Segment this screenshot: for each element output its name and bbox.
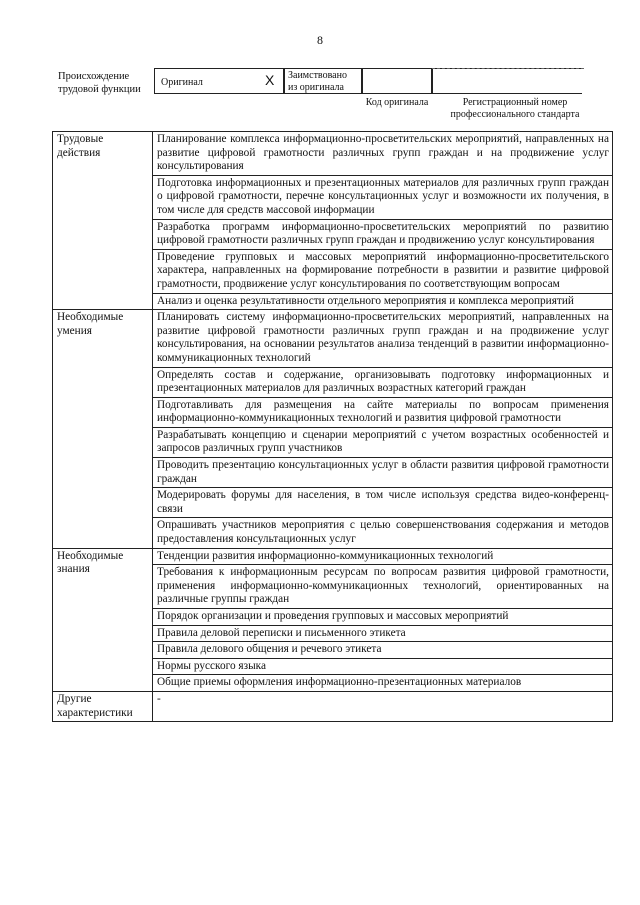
reg-number-top-line <box>432 68 584 69</box>
function-table <box>52 131 613 722</box>
row-item: Модерировать форумы для населения, в том числе используя средства видео-конференц-связи <box>153 488 613 518</box>
table-row <box>53 132 613 176</box>
row-item: Подготавливать для размещения на сайте материалы по вопросам применения информационно-коммуникационных технологий и развития цифровой грамотности <box>153 397 613 427</box>
reg-number-caption: Регистрационный номер профессионального стандарта <box>450 97 580 120</box>
row-item: Проведение групповых и массовых мероприятий информационно-просветительского характера, направленных на формирование потребности в развитии и развитие цифровой грамотности, продвижение услуг консультирования по соответствующим вопросам <box>153 249 613 293</box>
row-item: Правила деловой переписки и письменного этикета <box>153 625 613 642</box>
original-label: Оригинал <box>161 77 203 88</box>
row-item: Подготовка информационных и презентационных материалов для различных групп граждан о цифровой грамотности, перечне консультационных услуг и возможности их получения, в том числе для средств массовой информации <box>153 175 613 219</box>
original-cell <box>154 68 284 94</box>
row-item: - <box>153 691 613 721</box>
row-item: Планировать систему информационно-просветительских мероприятий, направленных на развитие цифровой грамотности различных групп граждан и на продвижение услуг консультирования, на основании результатов анализа тенденций в развитии информационно-коммуникационных технологий <box>153 310 613 367</box>
page-number: 8 <box>317 33 323 47</box>
row-item: Анализ и оценка результативности отдельного мероприятия и комплекса мероприятий <box>153 293 613 310</box>
borrowed-label: Заимствовано из оригинала <box>288 70 347 93</box>
row-item: Разрабатывать концепцию и сценарии мероприятий с учетом возрастных особенностей и запросов различных групп участников <box>153 427 613 457</box>
table-row <box>53 310 613 367</box>
row-label: Другие характеристики <box>53 691 153 721</box>
row-item: Требования к информационным ресурсам по вопросам развития цифровой грамотности, применения информационно-коммуникационных технологий, ориентированных на различные группы граждан <box>153 565 613 609</box>
row-item: Определять состав и содержание, организовывать подготовку информационных и презентационных материалов для различных возрастных категорий граждан <box>153 367 613 397</box>
code-caption: Код оригинала <box>365 97 429 108</box>
row-item: Разработка программ информационно-просветительских мероприятий по развитию цифровой грамотности различных групп граждан и продвижению услуг консультирования <box>153 219 613 249</box>
row-item: Нормы русского языка <box>153 658 613 675</box>
row-label: Трудовые действия <box>53 132 153 310</box>
row-item: Опрашивать участников мероприятия с целью совершенствования содержания и методов предоставления консультационных услуг <box>153 518 613 548</box>
original-mark: X <box>265 72 275 88</box>
table-row <box>53 691 613 721</box>
table-row <box>53 548 613 565</box>
borrowed-cell <box>284 68 362 94</box>
code-cell <box>362 68 432 94</box>
reg-number-cell <box>432 68 582 94</box>
row-item: Правила делового общения и речевого этикета <box>153 642 613 659</box>
origin-label: Происхождение трудовой функции <box>58 71 141 95</box>
row-label: Необходимые знания <box>53 548 153 691</box>
row-item: Тенденции развития информационно-коммуникационных технологий <box>153 548 613 565</box>
row-item: Общие приемы оформления информационно-презентационных материалов <box>153 675 613 692</box>
row-item: Проводить презентацию консультационных услуг в области развития цифровой грамотности граждан <box>153 458 613 488</box>
function-table-body <box>53 132 613 722</box>
row-label: Необходимые умения <box>53 310 153 549</box>
row-item: Планирование комплекса информационно-просветительских мероприятий, направленных на развитие цифровой грамотности различных групп граждан и на продвижение услуг консультирования <box>153 132 613 176</box>
row-item: Порядок организации и проведения групповых и массовых мероприятий <box>153 609 613 626</box>
